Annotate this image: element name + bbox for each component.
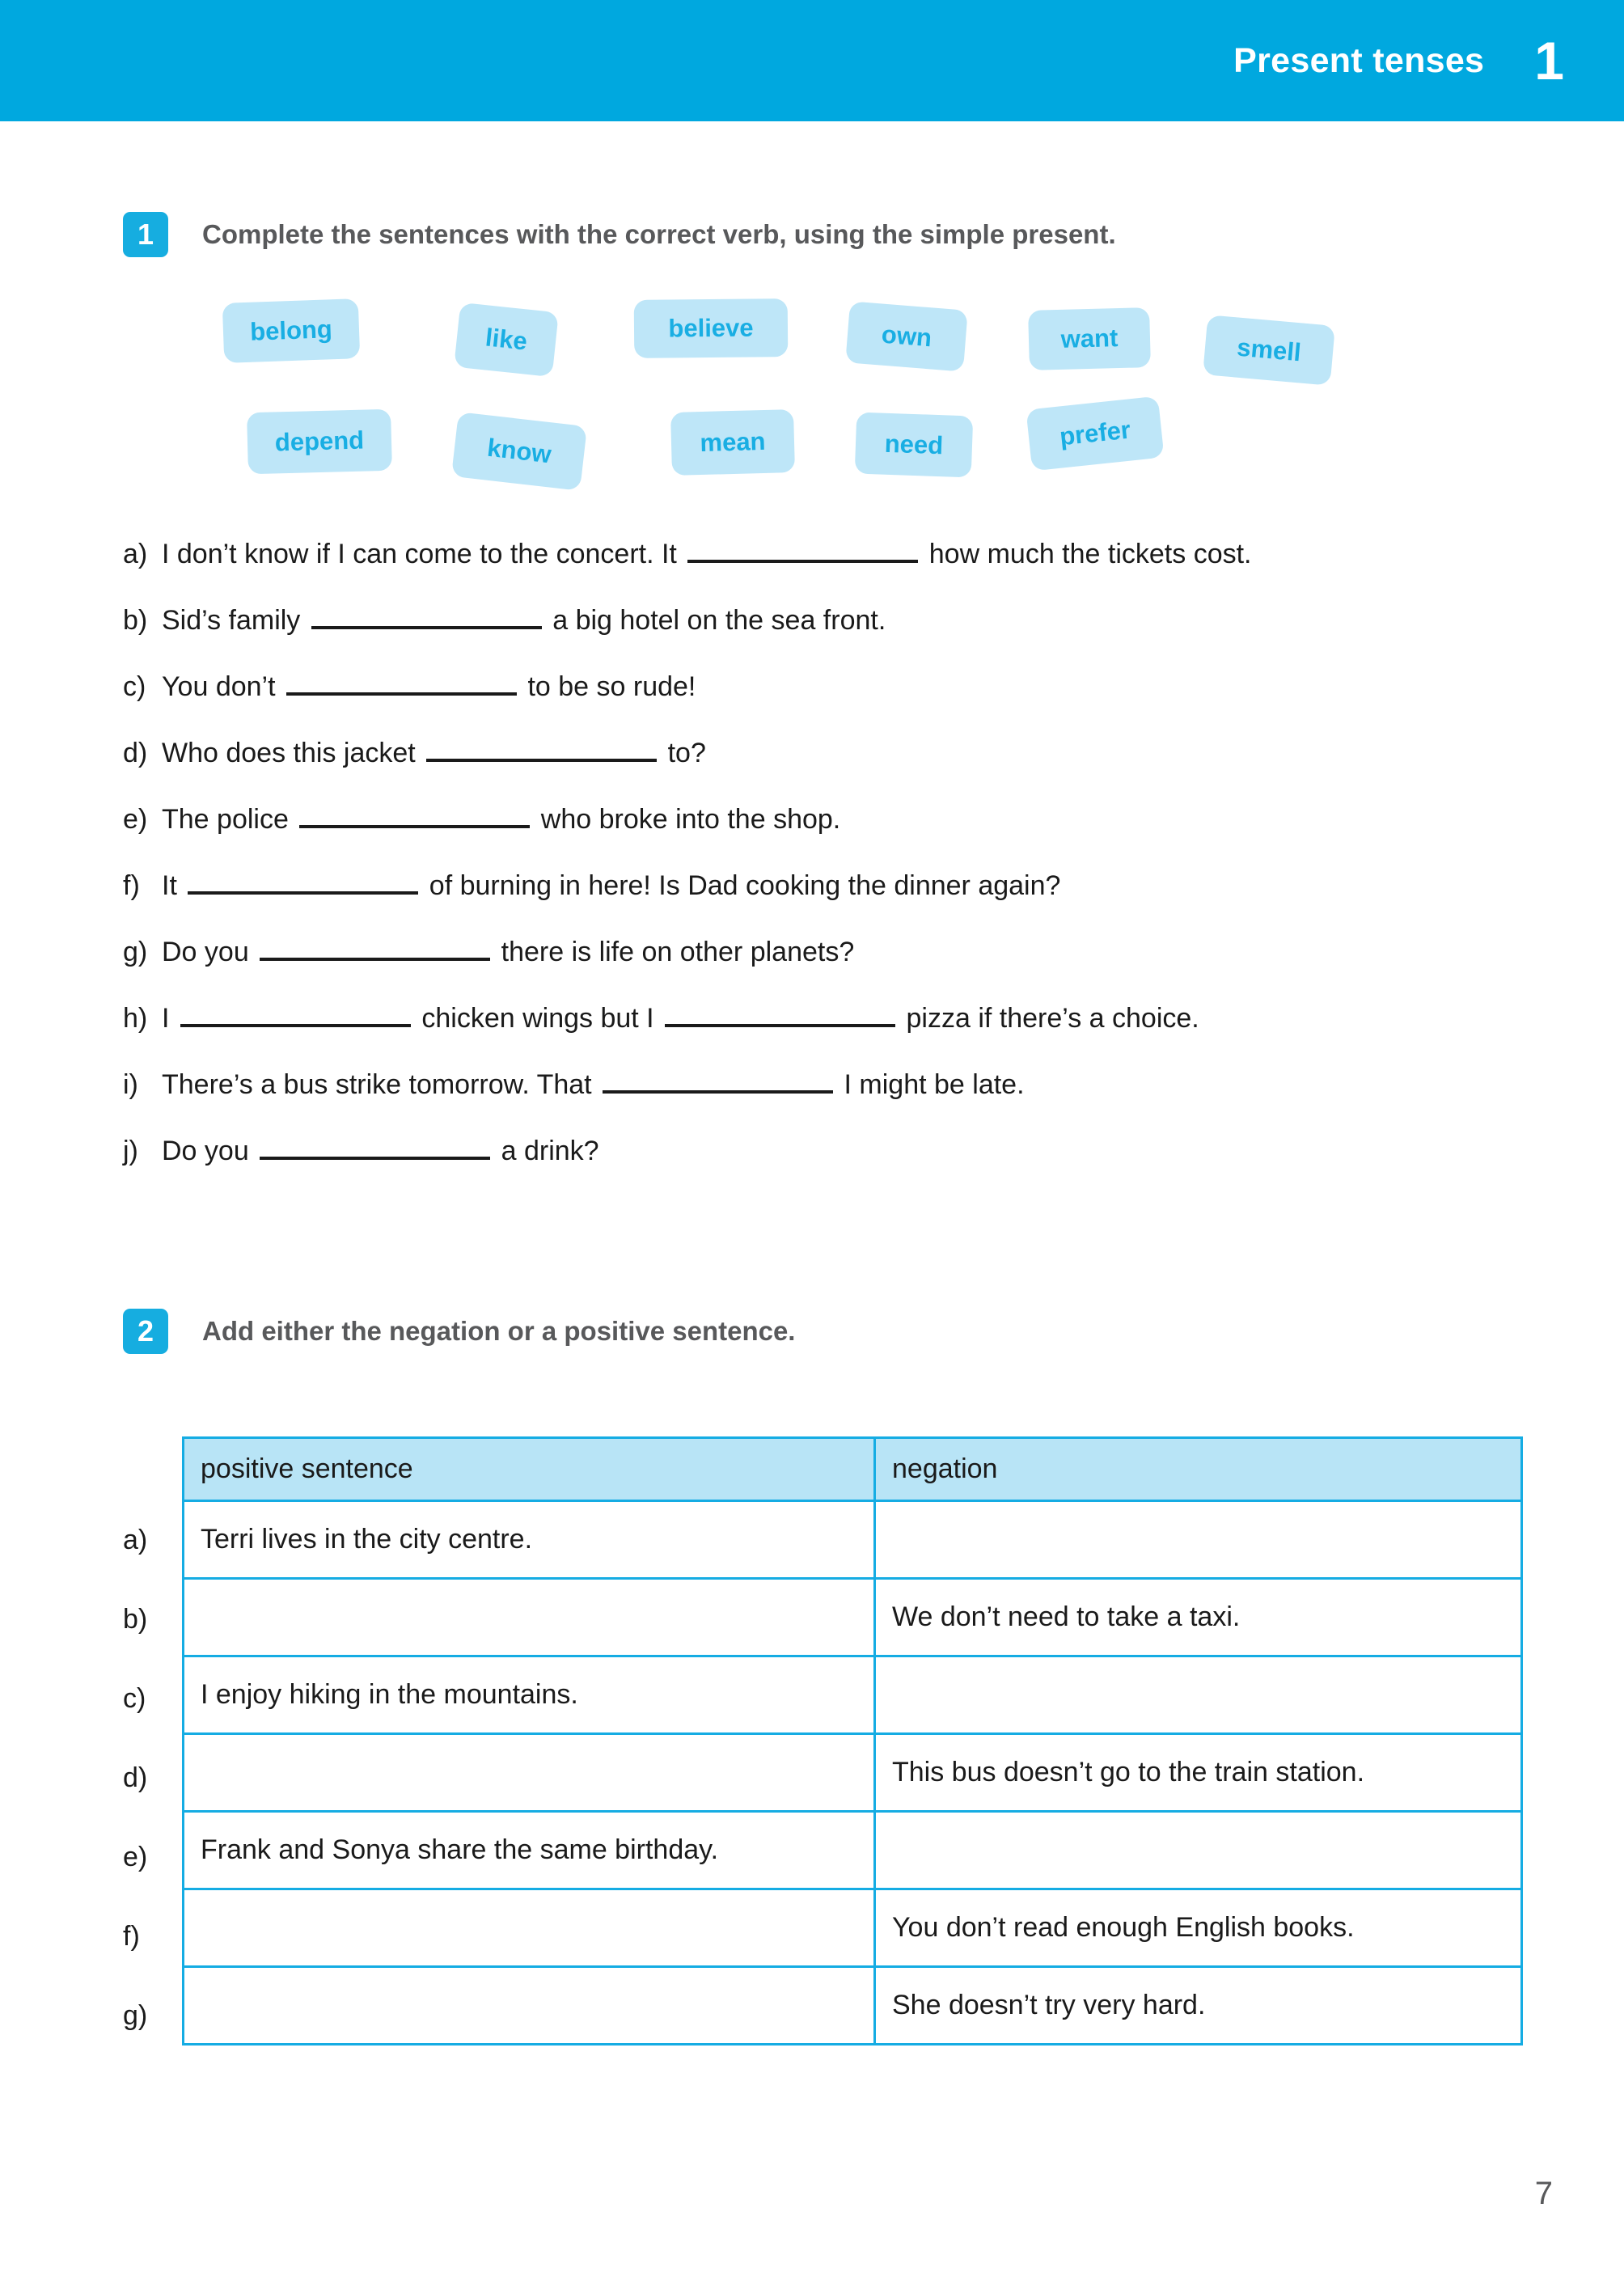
- cell-negation[interactable]: This bus doesn’t go to the train station.: [875, 1734, 1522, 1812]
- sentence-text: I might be late.: [836, 1069, 1025, 1100]
- word-bank-chip-believe[interactable]: [634, 298, 789, 358]
- word-bank-chip-label: own: [880, 319, 933, 353]
- exercise-2-table-wrapper: [182, 1436, 1520, 2046]
- word-bank-chip-smell[interactable]: [1203, 315, 1335, 385]
- sentence-label: e): [123, 804, 148, 835]
- sentence-text: Sid’s family: [162, 605, 308, 636]
- sentence-text: There’s a bus strike tomorrow. That: [162, 1069, 600, 1100]
- table-row-label: b): [123, 1604, 148, 1635]
- cell-negation[interactable]: You don’t read enough English books.: [875, 1889, 1522, 1967]
- table-row: [184, 1734, 1522, 1812]
- word-bank-chip-prefer[interactable]: [1026, 396, 1164, 472]
- table-row: [184, 1812, 1522, 1889]
- exercise-1-number-badge: 1: [123, 212, 168, 257]
- table-row-label: c): [123, 1683, 146, 1714]
- sentence-label: c): [123, 671, 146, 702]
- column-header-positive-sentence: positive sentence: [184, 1438, 875, 1501]
- sentence-label: g): [123, 937, 148, 967]
- cell-positive-sentence[interactable]: [184, 1734, 875, 1812]
- word-bank-chip-label: like: [484, 323, 529, 356]
- sentence-item: [123, 671, 696, 700]
- sentence-text: Do you: [162, 937, 257, 967]
- sentence-text: how much the tickets cost.: [921, 539, 1252, 569]
- sentence-item: [123, 870, 1060, 899]
- sentence-text: there is life on other planets?: [493, 937, 855, 967]
- cell-negation[interactable]: [875, 1501, 1522, 1579]
- sentence-label: b): [123, 605, 148, 636]
- exercise-2-number-badge: 2: [123, 1309, 168, 1354]
- sentence-text: to be so rude!: [520, 671, 696, 702]
- answer-blank[interactable]: [260, 1136, 490, 1160]
- column-header-negation: negation: [875, 1438, 1522, 1501]
- word-bank-chip-want[interactable]: [1028, 307, 1151, 370]
- sentence-text: who broke into the shop.: [533, 804, 841, 835]
- exercise-1-heading: [123, 212, 1116, 257]
- cell-positive-sentence[interactable]: Terri lives in the city centre.: [184, 1501, 875, 1579]
- answer-blank[interactable]: [180, 1003, 411, 1027]
- word-bank-chip-need[interactable]: [855, 412, 974, 478]
- cell-positive-sentence[interactable]: [184, 1579, 875, 1656]
- sentence-text: I don’t know if I can come to the concert. It: [162, 539, 685, 569]
- answer-blank[interactable]: [311, 605, 542, 629]
- sentence-text: You don’t: [162, 671, 283, 702]
- sentence-label: i): [123, 1069, 138, 1100]
- table-row: [184, 1579, 1522, 1656]
- table-row-label: e): [123, 1842, 148, 1872]
- word-bank-chip-label: believe: [668, 313, 754, 343]
- cell-negation[interactable]: We don’t need to take a taxi.: [875, 1579, 1522, 1656]
- sentence-item: [123, 804, 840, 833]
- table-row-label: a): [123, 1525, 148, 1555]
- table-row-label: g): [123, 2000, 148, 2031]
- sentence-label: h): [123, 1003, 148, 1034]
- word-bank-chip-label: belong: [249, 315, 333, 346]
- word-bank-chip-label: depend: [274, 425, 365, 457]
- exercise-2-table: [182, 1436, 1523, 2046]
- cell-negation[interactable]: She doesn’t try very hard.: [875, 1967, 1522, 2045]
- cell-positive-sentence[interactable]: [184, 1967, 875, 2045]
- sentence-item: [123, 937, 854, 966]
- sentence-text: of burning in here! Is Dad cooking the dinner again?: [421, 870, 1061, 901]
- sentence-item: [123, 539, 1252, 568]
- word-bank-chip-belong[interactable]: [222, 298, 360, 363]
- sentence-text: Who does this jacket: [162, 738, 424, 768]
- sentence-text: pizza if there’s a choice.: [899, 1003, 1199, 1034]
- answer-blank[interactable]: [665, 1003, 895, 1027]
- table-row: [184, 1656, 1522, 1734]
- word-bank-chip-like[interactable]: [454, 302, 559, 377]
- word-bank-chip-label: need: [884, 429, 944, 460]
- cell-positive-sentence[interactable]: I enjoy hiking in the mountains.: [184, 1656, 875, 1734]
- exercise-2-instruction: Add either the negation or a positive sentence.: [202, 1316, 796, 1346]
- sentence-item: [123, 1003, 1199, 1032]
- answer-blank[interactable]: [286, 671, 517, 696]
- sentence-item: [123, 605, 886, 634]
- page-header-chapter-number: 1: [1534, 31, 1564, 91]
- sentence-item: [123, 738, 706, 767]
- sentence-text: to?: [660, 738, 706, 768]
- answer-blank[interactable]: [603, 1069, 833, 1094]
- answer-blank[interactable]: [188, 870, 418, 895]
- sentence-label: a): [123, 539, 148, 569]
- page-number: 7: [1534, 2176, 1553, 2211]
- page-header-band: [0, 0, 1624, 121]
- sentence-label: j): [123, 1136, 138, 1166]
- answer-blank[interactable]: [299, 804, 530, 828]
- word-bank-chip-label: mean: [700, 426, 766, 458]
- cell-positive-sentence[interactable]: Frank and Sonya share the same birthday.: [184, 1812, 875, 1889]
- word-bank-chip-mean[interactable]: [670, 409, 795, 476]
- answer-blank[interactable]: [260, 937, 490, 961]
- cell-positive-sentence[interactable]: [184, 1889, 875, 1967]
- page-header-title: Present tenses: [1233, 40, 1485, 80]
- sentence-text: It: [162, 870, 185, 901]
- sentence-text: I: [162, 1003, 177, 1034]
- sentence-text: a drink?: [493, 1136, 599, 1166]
- table-row: [184, 1501, 1522, 1579]
- sentence-text: The police: [162, 804, 297, 835]
- sentence-item: [123, 1069, 1025, 1098]
- word-bank-chip-label: smell: [1236, 332, 1303, 367]
- answer-blank[interactable]: [687, 539, 918, 563]
- table-row: [184, 1889, 1522, 1967]
- sentence-text: chicken wings but I: [413, 1003, 662, 1034]
- word-bank-chip-label: want: [1060, 324, 1119, 353]
- sentence-label: d): [123, 738, 148, 768]
- cell-negation[interactable]: [875, 1656, 1522, 1734]
- word-bank-chip-know[interactable]: [451, 412, 587, 491]
- sentence-item: [123, 1136, 599, 1165]
- sentence-label: f): [123, 870, 140, 901]
- word-bank-chip-label: know: [485, 433, 553, 469]
- exercise-1-instruction: Complete the sentences with the correct verb, using the simple present.: [202, 219, 1116, 249]
- cell-negation[interactable]: [875, 1812, 1522, 1889]
- word-bank-chip-depend[interactable]: [247, 409, 392, 475]
- table-header-row: [184, 1438, 1522, 1501]
- table-row: [184, 1967, 1522, 2045]
- answer-blank[interactable]: [426, 738, 657, 762]
- word-bank-chip-label: prefer: [1058, 415, 1132, 451]
- table-row-label: f): [123, 1921, 140, 1952]
- sentence-text: Do you: [162, 1136, 257, 1166]
- table-row-label: d): [123, 1762, 148, 1793]
- exercise-2-heading: [123, 1309, 795, 1354]
- sentence-text: a big hotel on the sea front.: [544, 605, 886, 636]
- word-bank-chip-own[interactable]: [845, 301, 968, 371]
